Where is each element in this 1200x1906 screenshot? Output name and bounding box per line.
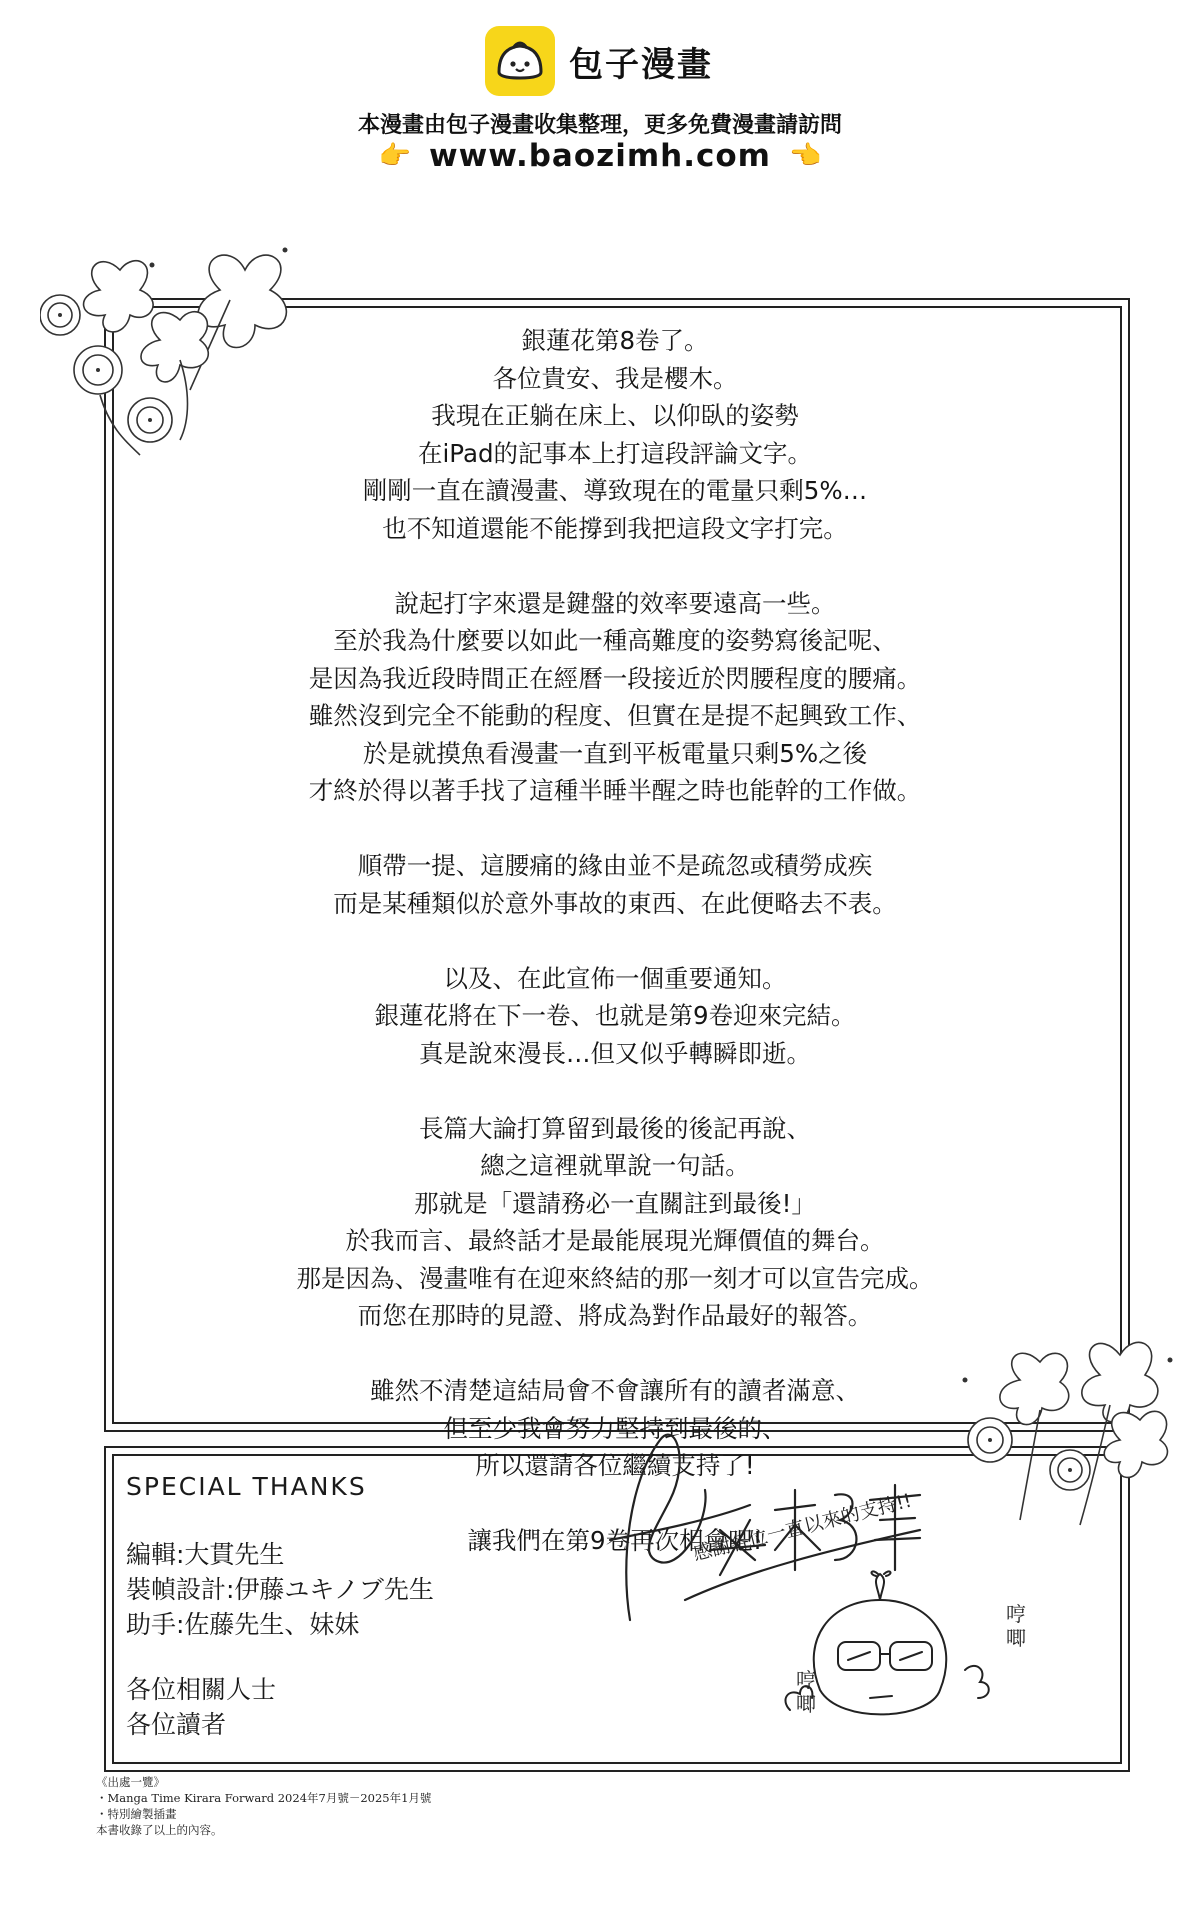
afterword-line: 剛剛一直在讀漫畫、導致現在的電量只剩5%… [362,476,868,505]
site-url-link[interactable]: www.baozimh.com [429,138,771,174]
bun-logo-icon [485,26,555,96]
source-credits-heading: 《出處一覽》 [96,1775,165,1789]
afterword-line: 以及、在此宣佈一個重要通知。 [443,963,787,993]
sketch-message: 感謝各位一直以來的支持!! [690,1489,914,1566]
afterword-line: 各位貴安、我是櫻木。 [492,363,738,393]
pointing-left-icon: 👈 [788,141,822,171]
afterword-paragraph [140,847,1090,922]
afterword-line: 銀蓮花將在下一卷、也就是第9卷迎來完結。 [374,1001,856,1030]
afterword-paragraph [140,585,1090,810]
afterword-line: 才終於得以著手找了這種半睡半醒之時也能幹的工作做。 [308,776,922,805]
afterword-line: 雖然不清楚這結局會不會讓所有的讀者滿意、 [370,1376,860,1405]
source-credits [96,1774,431,1838]
afterword-line: 所以還請各位繼續支持了! [475,1451,755,1480]
afterword-line: 而您在那時的見證、將成為對作品最好的報答。 [357,1301,873,1330]
afterword-line: 雖然沒到完全不能動的程度、但實在是提不起興致工作、 [308,701,922,730]
afterword-line: 讓我們在第9卷再次相會吧! [467,1526,763,1555]
afterword-line: 真是說來漫長…但又似乎轉瞬即逝。 [419,1038,811,1068]
afterword-paragraph [140,322,1090,547]
sound-effect-right-text: 哼唧 [1006,1602,1026,1650]
afterword-line: 但至少我會努力堅持到最後的、 [443,1413,787,1443]
afterword-line: 而是某種類似於意外事故的東西、在此便略去不表。 [333,888,897,918]
afterword-line: 我現在正躺在床上、以仰臥的姿勢 [431,401,799,430]
afterword-line: 長篇大論打算留到最後的後記再說、 [419,1113,811,1143]
afterword-line: 那就是「還請務必一直關註到最後!」 [414,1188,816,1218]
afterword-line: 至於我為什麼要以如此一種高難度的姿勢寫後記呢、 [333,626,897,655]
source-credits-note: 本書收錄了以上的內容。 [96,1823,223,1837]
afterword-line: 說起打字來還是鍵盤的效率要遠高一些。 [394,588,836,618]
source-credits-magazine: ・Manga Time Kirara Forward 2024年7月號－2025年1月號 [96,1791,432,1805]
site-notice: 本漫畫由包子漫畫收集整理，更多免費漫畫請訪問 [357,113,842,138]
afterword-paragraph [140,960,1090,1073]
special-thanks-section [126,1472,586,1742]
afterword-paragraph [140,1110,1090,1335]
afterword-line: 總之這裡就單說一句話。 [480,1151,750,1180]
afterword-line: 也不知道還能不能撐到我把這段文字打完。 [382,513,848,543]
afterword-line: 是因為我近段時間正在經曆一段接近於閃腰程度的腰痛。 [308,663,922,693]
credit-readers: 各位讀者 [126,1710,227,1739]
site-header [0,0,1200,200]
afterword-line: 於我而言、最終話才是最能展現光輝價值的舞台。 [345,1226,885,1255]
site-link-row [0,138,1200,174]
credit-assistant: 助手:佐藤先生、妹妹 [126,1610,360,1639]
sound-effect-left-text: 哼唧 [796,1668,816,1716]
special-thanks-title: SPECIAL THANKS [126,1472,367,1501]
afterword-line: 銀蓮花第8卷了。 [521,326,709,355]
afterword-line: 順帶一提、這腰痛的緣由並不是疏忽或積勞成疾 [357,851,873,880]
afterword-line: 那是因為、漫畫唯有在迎來終結的那一刻才可以宣告完成。 [296,1263,934,1293]
afterword-line: 於是就摸魚看漫畫一直到平板電量只剩5%之後 [362,738,868,768]
pointing-right-icon: 👉 [378,141,412,171]
credit-design: 裝幀設計:伊藤ユキノブ先生 [126,1575,434,1604]
sound-effect-left [796,1668,818,1716]
credit-editor: 編輯:大貫先生 [126,1540,285,1569]
afterword-line: 在iPad的記事本上打這段評論文字。 [417,438,813,468]
source-credits-illustration: ・特別繪製插畫 [96,1807,177,1821]
brand-name: 包子漫畫 [569,44,713,85]
credit-related: 各位相關人士 [126,1675,277,1704]
sound-effect-right [1006,1602,1028,1650]
brand-logo[interactable] [485,26,713,96]
